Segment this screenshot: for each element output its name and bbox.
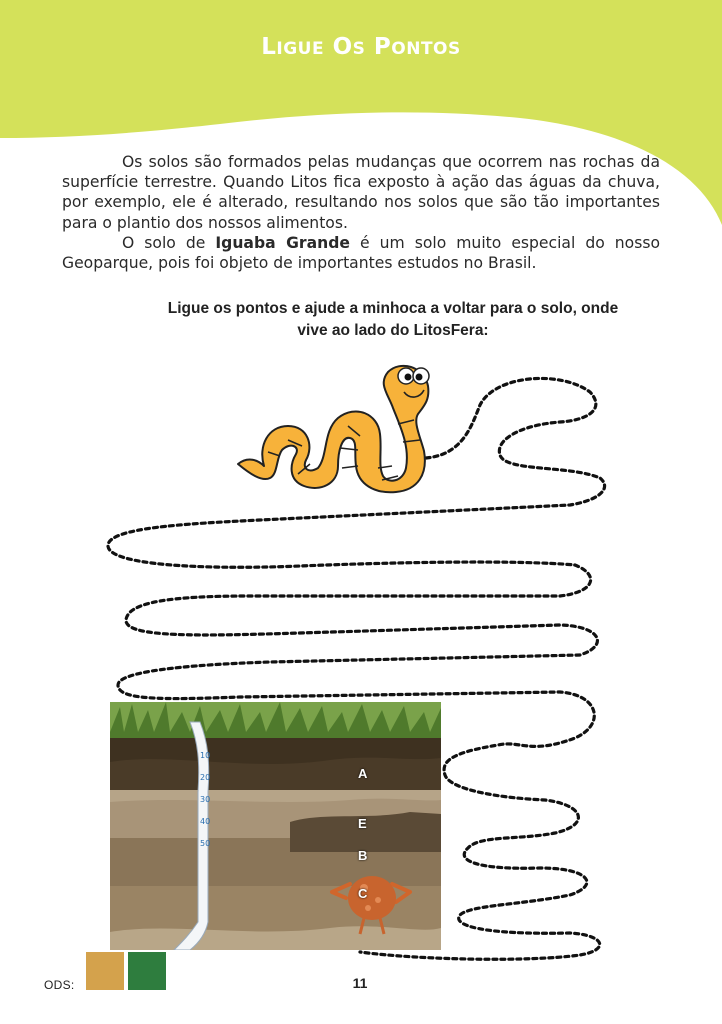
svg-text:10: 10 [200,751,211,760]
horizon-b-label: B [358,848,368,863]
instruction-line-2: vive ao lado do LitosFera: [297,322,489,339]
horizon-c-label: C [358,886,368,901]
svg-text:20: 20 [200,773,211,782]
paragraph-2: O solo de Iguaba Grande é um solo muito especial do nosso Geoparque, pois foi objeto de importantes estudos no Brasil. [62,233,661,273]
svg-text:50: 50 [200,839,211,848]
ods-label: ODS: [44,978,75,992]
page-number: 11 [352,975,368,991]
svg-text:40: 40 [200,817,211,826]
ods-badge-1 [86,952,124,990]
horizon-e-label: E [358,816,367,831]
worm-icon [228,356,438,496]
page-title: LIGUE OS PONTOS [261,34,461,60]
ods-badge-2 [128,952,166,990]
svg-text:30: 30 [200,795,211,804]
instruction-line-1: Ligue os pontos e ajude a minhoca a voltar para o solo, onde [167,300,619,317]
horizon-a-label: A [358,766,368,781]
soil-profile-photo [110,702,441,950]
place-name: Iguaba Grande [215,233,350,252]
paragraph-1: Os solos são formados pelas mudanças que ocorrem nas rochas da superfície terrestre. Quando Litos fica exposto à ação das águas da chuva, por exemplo, ele é alterado, resultando nos solos que são tão importantes para o plantio dos nossos alimentos. [62,153,660,232]
